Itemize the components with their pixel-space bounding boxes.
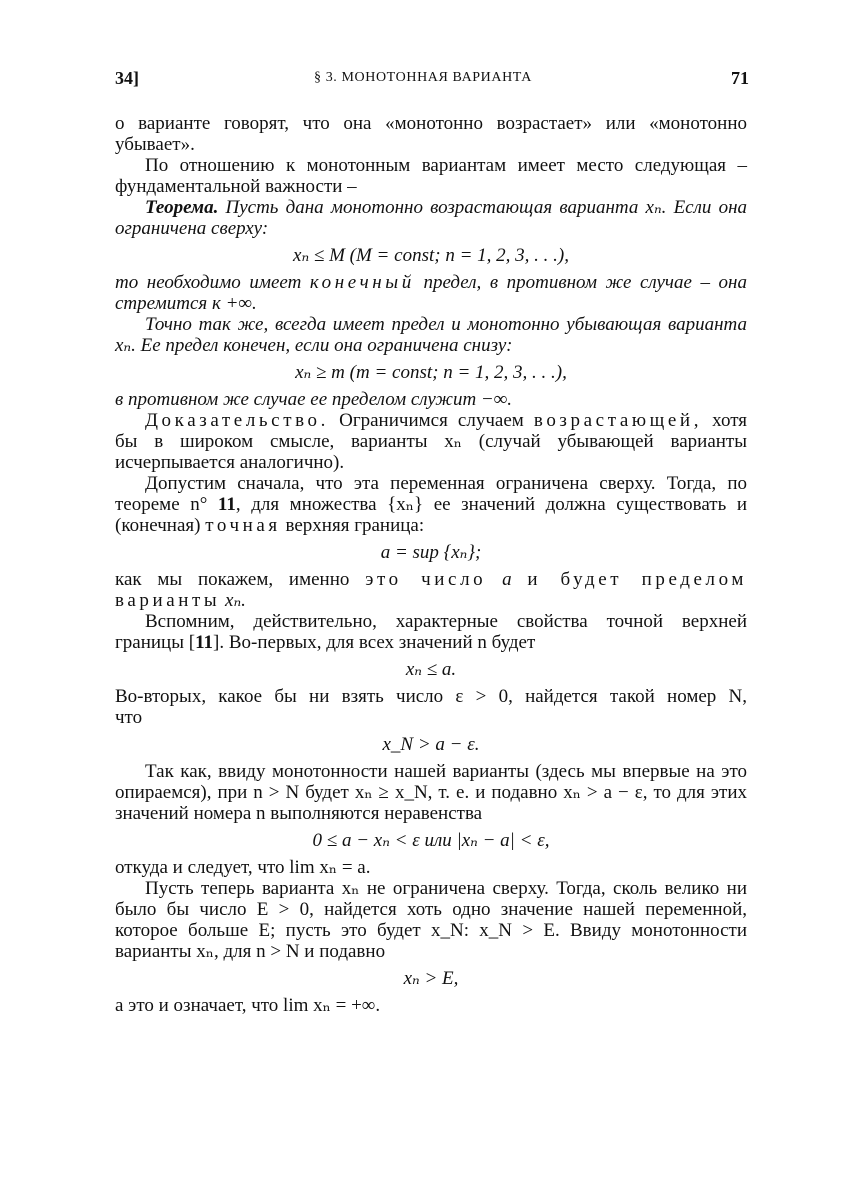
paragraph-1-line-2: убывает».: [115, 134, 195, 155]
theorem-reference: 11: [217, 494, 236, 515]
spaced-word-increasing: возрастающей,: [533, 410, 703, 431]
theorem-text: Пусть дана монотонно возрастающая варианта xₙ. Если она ограничена сверху:: [115, 197, 747, 239]
paragraph-limit-claim: [115, 569, 747, 611]
formula-xn-le-a: xₙ ≤ a.: [405, 659, 457, 680]
claim-part-1: как мы покажем, именно: [115, 569, 366, 590]
running-header: [0, 68, 846, 96]
conclusion-part-2: предел, в противном же случае – она стремится к +∞.: [115, 272, 747, 314]
paragraph-secondly-line-2: что: [115, 707, 143, 728]
paragraph-1-line-1: о варианте говорят, что она «монотонно возрастает» или «монотонно: [115, 113, 747, 134]
paragraph-secondly-line-1: Во-вторых, какое бы ни взять число ε > 0, найдется такой номер N,: [115, 686, 747, 707]
paragraph-unbounded: Пусть теперь варианта xₙ не ограничена сверху. Тогда, сколь велико ни было бы число E > 0, найдется хоть одно значение нашей переменной, которое больше E; пусть это будет x_N: x_N > E. Ввиду монотонности варианты xₙ, для n > N и подавно: [115, 878, 747, 962]
properties-reference: 11: [195, 632, 214, 653]
formula-upper-bound: xₙ ≤ M (M = const; n = 1, 2, 3, . . .),: [293, 245, 569, 266]
section-number: 34]: [115, 68, 139, 88]
paragraph-therefore: откуда и следует, что lim xₙ = a.: [115, 857, 371, 878]
properties-part-2: ]. Во-первых, для всех значений n будет: [213, 632, 536, 653]
proof-paragraph: [115, 410, 747, 473]
claim-variable-xn: xₙ.: [220, 590, 246, 611]
bounded-part-1: Допустим сначала, что эта переменная ограничена сверху. Тогда, по теореме n°: [115, 473, 747, 515]
theorem-statement: [115, 197, 747, 239]
properties-part-1: Вспомним, действительно, характерные свойства точной верхней границы [: [115, 611, 747, 653]
running-title: § 3. МОНОТОННАЯ ВАРИАНТА: [314, 70, 532, 85]
spaced-word-finite: конечный: [309, 272, 415, 293]
formula-xn-gt-E: xₙ > E,: [403, 968, 459, 989]
page-number: 71: [731, 68, 749, 88]
conclusion-part-1: то необходимо имеет: [115, 272, 310, 293]
formula-sup: a = sup {xₙ};: [380, 542, 482, 563]
paragraph-properties: [115, 611, 747, 653]
bounded-part-3: верхняя граница:: [280, 515, 425, 536]
decreasing-statement: Точно так же, всегда имеет предел и монотонно убывающая варианта xₙ. Ее предел конечен, если она ограничена снизу:: [115, 314, 747, 356]
spaced-word-exact: точная: [205, 515, 281, 536]
text-body: [115, 113, 747, 1016]
proof-heading: Доказательство.: [145, 410, 329, 431]
bounded-part-2: , для множества {xₙ} ее значений должна существовать и (конечная): [115, 494, 747, 536]
formula-lower-bound: xₙ ≥ m (m = const; n = 1, 2, 3, . . .),: [295, 362, 567, 383]
proof-part-2: хотя бы в широком смысле, варианты xₙ (случай убывающей варианты исчерпывается аналогично).: [115, 410, 747, 473]
spaced-phrase-will-be-limit: и будет пределом варианты: [115, 569, 747, 611]
formula-inequalities: 0 ≤ a − xₙ < ε или |xₙ − a| < ε,: [312, 830, 550, 851]
paragraph-bounded: [115, 473, 747, 536]
paragraph-2: По отношению к монотонным вариантам имеет место следующая – фундаментальной важности –: [115, 155, 747, 197]
theorem-heading: Теорема.: [145, 197, 219, 218]
proof-part-1: Ограничимся случаем: [329, 410, 534, 431]
decreasing-conclusion: в противном же случае ее пределом служит −∞.: [115, 389, 513, 410]
paragraph-final: а это и означает, что lim xₙ = +∞.: [115, 995, 381, 1016]
claim-variable-a: a: [486, 569, 528, 590]
formula-xN-gt: x_N > a − ε.: [382, 734, 480, 755]
paragraph-monotonic: Так как, ввиду монотонности нашей варианты (здесь мы впервые на это опираемся), при n > N будет xₙ ≥ x_N, т. е. и подавно xₙ > a − ε, то для этих значений номера n выполняются неравенства: [115, 761, 747, 824]
theorem-conclusion: [115, 272, 747, 314]
spaced-phrase-this-number: это число: [365, 569, 487, 590]
